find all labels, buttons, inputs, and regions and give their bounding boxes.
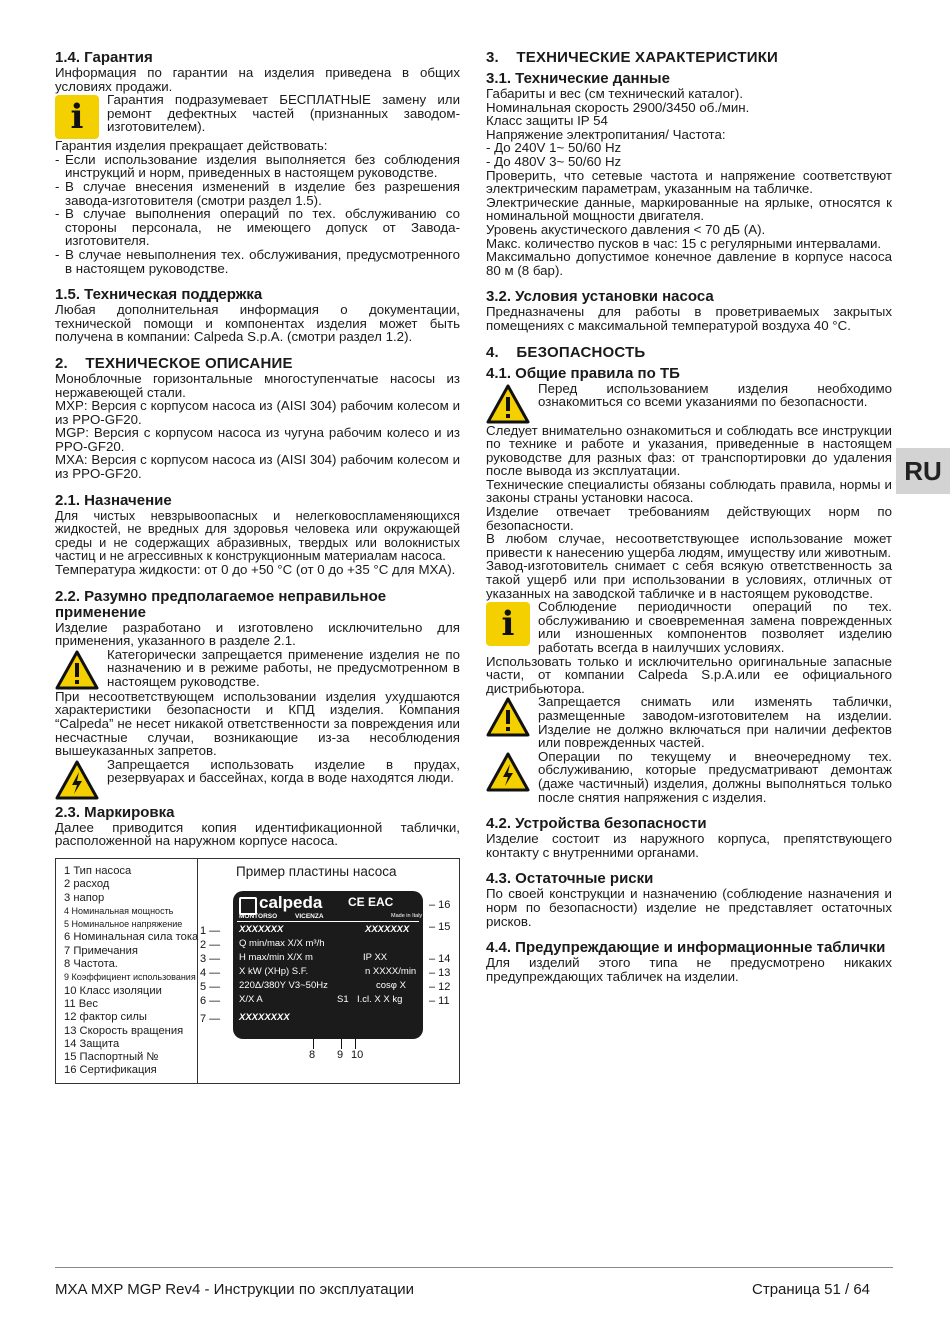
electric-hazard-icon — [55, 760, 99, 800]
electric-hazard-icon — [486, 752, 530, 792]
callout-number: 10 — [351, 1048, 364, 1061]
callout-number: – 16 — [429, 898, 451, 911]
section-title: 1.4. Гарантия — [55, 49, 153, 66]
warning-note — [486, 695, 892, 749]
electric-warning-note — [486, 750, 892, 804]
footer-title: MXA MXP MGP Rev4 - Инструкции по эксплуатации — [55, 1281, 414, 1298]
legend-item: 8 Частота. — [64, 958, 118, 971]
list-item: - В случае невыполнения тех. обслуживания, предусмотренного в настоящем руководстве. — [55, 246, 460, 276]
paragraph: Использовать только и исключительно оригинальные запасные части, от компании Calpeda S.p.A.или ее официального дистрибьютора. — [486, 653, 892, 696]
paragraph: Уровень акустического давления < 70 дБ (A). — [486, 221, 766, 237]
info-icon: i — [486, 602, 530, 646]
plate-power: X kW (XHp) S.F. — [239, 965, 309, 977]
plate-head: H max/min X/X m — [239, 951, 313, 963]
paragraph: Максимально допустимое конечное давление в корпусе насоса 80 м (8 бар). — [486, 249, 892, 278]
legend-item: 13 Скорость вращения — [64, 1024, 184, 1037]
callout-number: – 15 — [429, 920, 451, 933]
spec-line: - До 240V 1~ 50/60 Hz — [486, 140, 622, 156]
section-title: 2.1. Назначение — [55, 491, 172, 509]
plate-flow: Q min/max X/X m³/h — [239, 937, 325, 949]
certification-marks: CE EAC — [348, 894, 394, 909]
legend-item: 7 Примечания — [64, 944, 138, 957]
spec-line: Класс защиты IP 54 — [486, 113, 608, 129]
warning-icon — [486, 697, 530, 737]
plate-serial: XXXXXXX — [365, 923, 410, 935]
warning-icon — [55, 650, 99, 690]
info-icon: i — [55, 95, 99, 139]
info-note — [55, 93, 460, 139]
list-item: - Если использование изделия выполняется без соблюдения инструкций и норм, приведенных в настоящем руководстве. — [55, 151, 460, 181]
paragraph: Изделие разработано и изготовлено исключительно для применения, указанного в разделе 2.1. — [55, 619, 460, 649]
language-tab: RU — [896, 448, 950, 494]
paragraph: Далее приводится копия идентификационной таблички, расположенной на наружном корпусе насоса. — [55, 819, 460, 849]
section-title: 2. ТЕХНИЧЕСКОЕ ОПИСАНИЕ — [55, 354, 293, 372]
callout-number: – 11 — [429, 994, 450, 1007]
figure-title: Пример пластины насоса — [236, 863, 397, 879]
paragraph: Изделие отвечает требованиям действующих норм по безопасности. — [486, 504, 892, 533]
note-text: Категорически запрещается применение изделия не по назначению и в режиме работы, не предусмотренном в настоящем руководстве. — [107, 646, 460, 689]
nameplate-drawing — [199, 859, 461, 1083]
callout-number: 4 — — [200, 966, 221, 979]
note-text: Запрещается снимать или изменять таблички, размещенные заводом-изготовителем на изделии. Изделие не должно включаться при наличии дефектов или поврежденных частей. — [538, 694, 892, 751]
warning-icon — [486, 384, 530, 424]
paragraph: Завод-изготовитель снимает с себя всякую ответственность за такой ущерб или при использовании в условиях, отличных от указанных на заводской табличке и в настоящем руководстве. — [486, 558, 892, 601]
note-text: Операции по текущему и внеочередному тех. обслуживанию, которые предусматривают демонтаж (даже частичный) изделия, должны выполняться только после снятия напряжения с изделия. — [538, 748, 892, 805]
warning-note — [486, 382, 892, 424]
callout-number: 5 — — [200, 980, 221, 993]
nameplate-figure — [55, 858, 460, 1084]
warning-note — [55, 648, 460, 690]
list-item: - В случае выполнения операций по тех. обслуживанию со стороны персонала, не имеющего допуск от Завода-изготовителя. — [55, 206, 460, 249]
callout-number: 3 — — [200, 952, 221, 965]
section-title: 4.3. Остаточные риски — [486, 870, 654, 888]
note-text: Перед использованием изделия необходимо ознакомиться со всеми указаниями по безопасности. — [538, 380, 892, 410]
page-number: Страница 51 / 64 — [752, 1281, 871, 1298]
callout-number: 7 — — [200, 1012, 221, 1025]
legend-item: 12 фактор силы — [64, 1011, 147, 1024]
paragraph: Предназначены для работы в проветриваемых закрытых помещениях с максимальной температурой воздуха 40 °C. — [486, 304, 892, 333]
callout-number: 2 — — [200, 938, 221, 951]
made-in: Made in Italy — [391, 912, 423, 919]
section-title: 4.2. Устройства безопасности — [486, 815, 707, 833]
legend-item: 10 Класс изоляции — [64, 984, 162, 997]
paragraph: Технические специалисты обязаны соблюдать правила, нормы и законы страны установки насоса. — [486, 476, 892, 506]
legend-item: 3 напор — [64, 891, 105, 904]
left-column — [55, 50, 460, 1084]
plate-voltage: 220Δ/380Y V3~50Hz — [239, 979, 328, 991]
spec-line: - До 480V 3~ 50/60 Hz — [486, 153, 622, 169]
paragraph: Для чистых невзрывоопасных и нелегковоспламеняющихся жидкостей, не вредных для здоровья человека или окружающей среды и не содержащих абразивных, твердых или волокнистых частиц и не агрессивных к конструкционным материалам насоса. — [55, 507, 460, 564]
legend-item: 4 Номинальная мощность — [64, 905, 174, 916]
section-title: 3.2. Условия установки насоса — [486, 288, 714, 306]
callout-number: – 13 — [429, 966, 451, 979]
note-text: Гарантия подразумевает БЕСПЛАТНЫЕ замену или ремонт дефектных частей (признанных заводом-изготовителем). — [107, 92, 460, 135]
paragraph: Информация по гарантии на изделия приведена в общих условиях продажи. — [55, 65, 460, 94]
callout-number: 1 — — [200, 924, 221, 937]
section-title: 4. БЕЗОПАСНОСТЬ — [486, 343, 646, 361]
plate-cos: cosφ X — [376, 979, 406, 991]
legend-item: 5 Номинальное напряжение — [64, 919, 183, 930]
legend-item: 2 расход — [64, 878, 110, 891]
spec-line: Напряжение электропитания/ Частота: — [486, 126, 726, 142]
nameplate — [233, 891, 423, 1039]
legend-item: 9 Коэффициент использования — [64, 972, 196, 983]
paragraph: Температура жидкости: от 0 до +50 °C (от 0 до +35 °C для MXA). — [55, 562, 456, 578]
paragraph: В любом случае, несоответствующее использование может привести к нанесению ущерба людям, имуществу или животным. — [486, 531, 892, 560]
list-item: - В случае внесения изменений в изделие без разрешения завода-изготовителя (смотри раздел 1.5). — [55, 178, 460, 208]
callout-number: 8 — [309, 1048, 316, 1061]
paragraph: Для изделий этого типа не предусмотрено никаких предупреждающих табличек на изделии. — [486, 955, 892, 984]
section-title: 2.2. Разумно предполагаемое неправильное применение — [55, 587, 387, 621]
callout-number: – 14 — [429, 952, 451, 965]
paragraph: Любая дополнительная информация о документации, технической помощи и компонентах изделия может быть получена в компании: Calpeda S.p.A. (смотри раздел 1.2). — [55, 302, 460, 345]
paragraph: Гарантия изделия прекращает действовать: — [55, 138, 328, 154]
paragraph: По своей конструкции и назначению (соблюдение назначения и норм по безопасности) изделие не представляет остаточных рисков. — [486, 886, 892, 929]
section-title: 4.1. Общие правила по ТБ — [486, 364, 680, 382]
spec-lines — [486, 87, 892, 169]
legend-item: 11 Вес — [64, 997, 98, 1010]
info-note — [486, 600, 892, 654]
paragraph: Изделие состоит из наружного корпуса, препятствующего контакту с внутренними органами. — [486, 831, 892, 860]
right-column — [486, 50, 892, 983]
legend-item: 14 Защита — [64, 1037, 120, 1050]
legend-item: 15 Паспортный № — [64, 1051, 159, 1064]
spec-line: Габариты и вес (см технический каталог). — [486, 86, 744, 101]
plate-notes: XXXXXXXX — [239, 1011, 290, 1023]
paragraph: При несоответствующем использовании изделия ухудшаются характеристики безопасности и КПД изделия. Компания “Calpeda” не несет никакой ответственности за повреждения или несчастные случаи, возникающие из-за несоблюдения вышеуказанных запретов. — [55, 688, 460, 759]
brand: calpeda — [259, 892, 323, 912]
note-text: Соблюдение периодичности операций по тех. обслуживанию и своевременная замена поврежденных или изношенных компонентов позволяет изделию работать всегда в наилучших условиях. — [538, 599, 892, 655]
section-title: 4.4. Предупреждающие и информационные таблички — [486, 939, 886, 957]
legend-item: 6 Номинальная сила тока — [64, 931, 199, 944]
legend-item: 16 Сертификация — [64, 1064, 157, 1077]
legend-item: 1 Тип насоса — [64, 864, 132, 877]
plate-duty: S1 — [337, 993, 349, 1005]
plate-type: XXXXXXX — [239, 923, 284, 935]
section-title: 1.5. Техническая поддержка — [55, 286, 263, 304]
paragraph: MGP: Версия с корпусом насоса из чугуна рабочим колесо и из PPO-GF20. — [55, 425, 460, 454]
location: VICENZA — [295, 912, 324, 920]
section-title: 3.1. Технические данные — [486, 70, 670, 87]
location: MONTORSO — [239, 912, 278, 920]
plate-ip: IP XX — [363, 951, 388, 963]
paragraph: Моноблочные горизонтальные многоступенчатые насосы из нержавеющей стали. — [55, 370, 460, 400]
electric-warning-note — [55, 758, 460, 800]
paragraph: MXP: Версия с корпусом насоса из (AISI 304) рабочим колесом и из PPO-GF20. — [55, 398, 460, 427]
callout-number: 9 — [337, 1048, 344, 1061]
paragraph: Макс. количество пусков в час: 15 с регулярными интервалами. — [486, 235, 882, 251]
plate-current: X/X A — [239, 993, 263, 1005]
paragraph: Следует внимательно ознакомиться и соблюдать все инструкции по технике и работе и указания, приведенные в настоящем руководстве для разных фаз: от транспортировки до удаления после вывода из эксплуатации. — [486, 422, 892, 479]
nameplate-legend — [56, 859, 198, 1083]
paragraph: Проверить, что сетевые частота и напряжение соответствуют электрическим параметрам, указанным на табличке. — [486, 167, 892, 197]
spec-line: Номинальная скорость 2900/3450 об./мин. — [486, 99, 750, 115]
footer-divider — [55, 1267, 893, 1268]
note-text: Запрещается использовать изделие в прудах, резервуарах и бассейнах, когда в воде находятся люди. — [107, 756, 460, 786]
paragraph: MXA: Версия с корпусом насоса из (AISI 304) рабочим колесом и из PPO-GF20. — [55, 452, 460, 482]
section-title: 3. ТЕХНИЧЕСКИЕ ХАРАКТЕРИСТИКИ — [486, 49, 779, 66]
plate-insulation-weight: I.cl. X X kg — [357, 993, 403, 1005]
paragraph: Электрические данные, маркированные на ярлыке, относятся к номинальной мощности двигателя. — [486, 194, 892, 224]
callout-number: – 12 — [429, 980, 451, 993]
section-title: 2.3. Маркировка — [55, 803, 175, 821]
callout-number: 6 — — [200, 994, 221, 1007]
plate-speed: n XXXX/min — [365, 965, 417, 977]
